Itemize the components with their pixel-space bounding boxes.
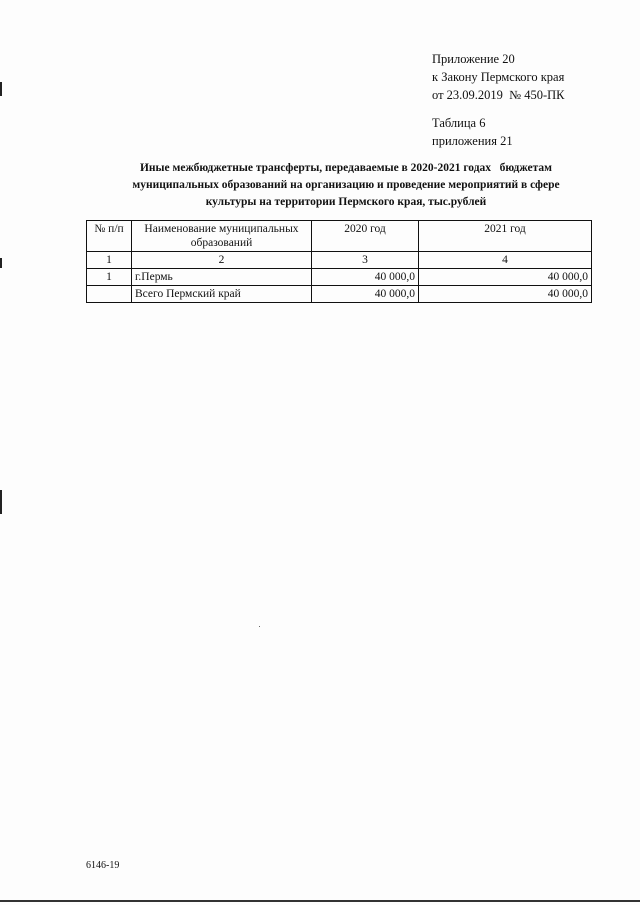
header-year-2021: 2021 год	[419, 221, 592, 252]
total-num	[87, 286, 132, 303]
header-num: № п/п	[87, 221, 132, 252]
index-cell: 1	[87, 252, 132, 269]
row-num: 1	[87, 269, 132, 286]
title-line: муниципальных образований на организацию и проведение мероприятий в сфере	[132, 179, 560, 191]
law-date: от 23.09.2019 № 450-ПК	[432, 88, 565, 102]
total-value-2021: 40 000,0	[419, 286, 592, 303]
scan-edge-mark	[0, 490, 2, 514]
row-value-2021: 40 000,0	[419, 269, 592, 286]
transfers-table	[86, 220, 592, 303]
law-reference: к Закону Пермского края	[432, 70, 565, 84]
scan-edge-mark	[0, 82, 2, 96]
appendix-number: Приложение 20	[432, 52, 515, 66]
scan-edge-mark	[0, 258, 2, 268]
scan-bottom-edge	[0, 900, 640, 902]
appendix-header	[432, 50, 565, 104]
row-name: г.Пермь	[132, 269, 312, 286]
header-name: Наименование муниципальных образований	[132, 221, 312, 252]
total-value-2020: 40 000,0	[312, 286, 419, 303]
index-cell: 4	[419, 252, 592, 269]
document-title	[96, 160, 596, 211]
title-line: культуры на территории Пермского края, тыс.рублей	[205, 196, 487, 208]
row-value-2020: 40 000,0	[312, 269, 419, 286]
index-cell: 2	[132, 252, 312, 269]
total-name: Всего Пермский край	[132, 286, 312, 303]
header-year-2020: 2020 год	[312, 221, 419, 252]
document-code: 6146-19	[86, 860, 120, 871]
index-cell: 3	[312, 252, 419, 269]
table-row	[87, 269, 592, 286]
title-line: Иные межбюджетные трансферты, передаваемые в 2020-2021 годах бюджетам	[139, 162, 553, 174]
table-number: Таблица 6	[432, 116, 486, 130]
table-appendix: приложения 21	[432, 134, 513, 148]
scan-speck	[259, 626, 260, 627]
total-row	[87, 286, 592, 303]
table-reference	[432, 114, 513, 150]
column-index-row	[87, 252, 592, 269]
table-header-row	[87, 221, 592, 252]
